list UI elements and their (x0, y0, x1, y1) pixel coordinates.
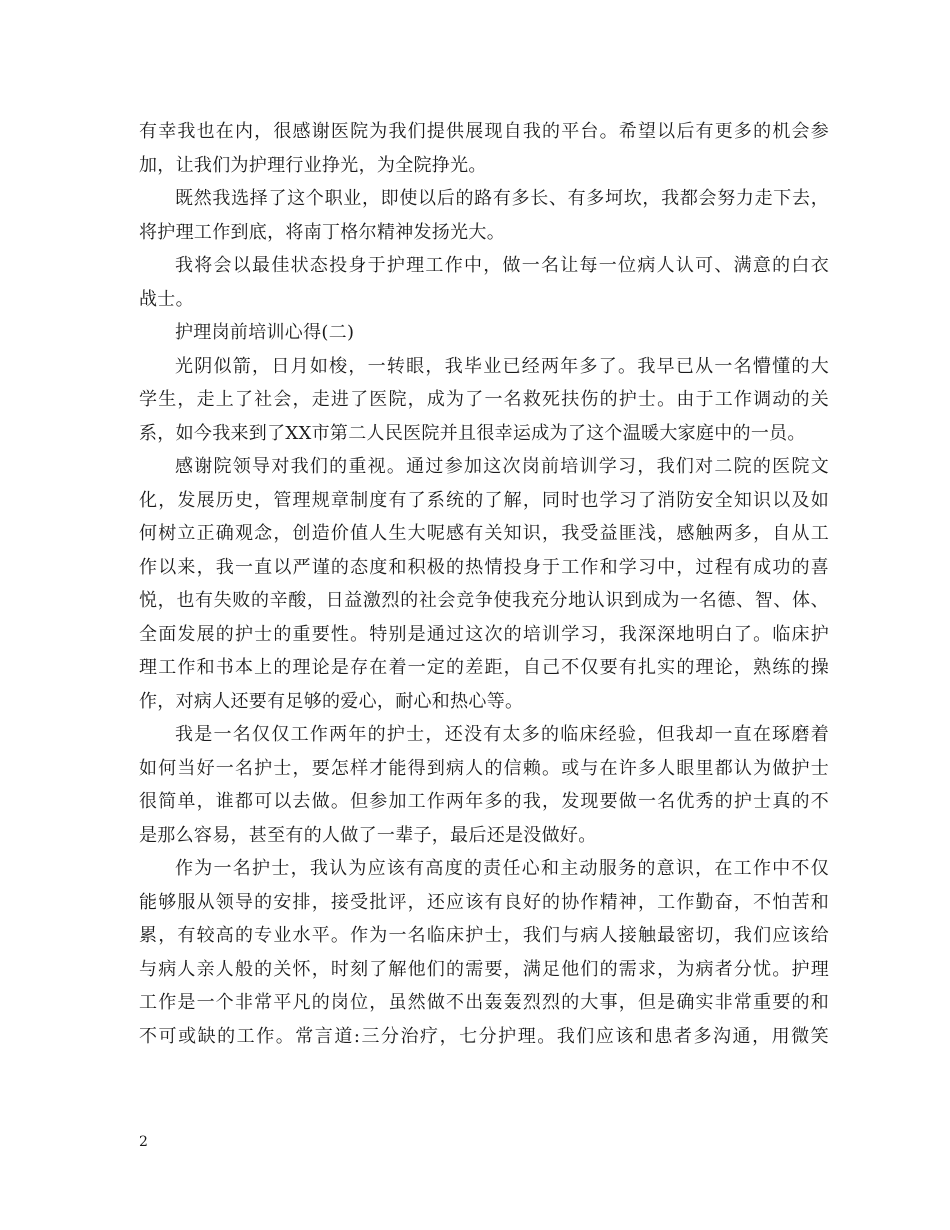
text-line: 我是一名仅仅工作两年的护士，还没有太多的临床经验，但我却一直在琢磨着 (175, 724, 829, 745)
text-line: 很简单，谁都可以去做。但参加工作两年多的我，发现要做一名优秀的护士真的不 (139, 791, 829, 812)
text-line: 光阴似箭，日月如梭，一转眼，我毕业已经两年多了。我早已从一名懵懂的大 (175, 355, 829, 377)
text-line: 何树立正确观念，创造价值人生大呢感有关知识，我受益匪浅，感触两多，自从工 (139, 523, 829, 544)
text-line: 战士。 (139, 288, 194, 310)
text-line: 作为一名护士，我认为应该有高度的责任心和主动服务的意识，在工作中不仅 (175, 858, 829, 879)
text-line: 是那么容易，甚至有的人做了一辈子，最后还是没做好。 (139, 824, 597, 846)
text-line: 加，让我们为护理行业挣光，为全院挣光。 (139, 154, 487, 176)
page-number: 2 (139, 1134, 148, 1150)
text-line: 化，发展历史，管理规章制度有了系统的了解，同时也学习了消防安全知识以及如 (139, 489, 829, 511)
text-line: 工作是一个非常平凡的岗位，虽然做不出轰轰烈烈的大事，但是确实非常重要的和 (139, 992, 829, 1013)
text-line: 理工作和书本上的理论是存在着一定的差距，自己不仅要有扎实的理论，熟练的操 (139, 657, 829, 678)
text-line: 能够服从领导的安排，接受批评，还应该有良好的协作精神，工作勤奋，不怕苦和 (139, 891, 829, 913)
text-line: 全面发展的护士的重要性。特别是通过这次的培训学习，我深深地明白了。临床护 (139, 623, 829, 645)
text-line: 系，如今我来到了XX市第二人民医院并且很幸运成为了这个温暖大家庭中的一员。 (139, 422, 806, 444)
text-line: 如何当好一名护士，要怎样才能得到病人的信赖。或与在许多人眼里都认为做护士 (139, 757, 829, 779)
text-line: 护理岗前培训心得(二) (175, 322, 355, 343)
text-line: 学生，走上了社会，走进了医院，成为了一名救死扶伤的护士。由于工作调动的关 (139, 389, 829, 410)
text-line: 与病人亲人般的关怀，时刻了解他们的需要，满足他们的需求，为病者分忧。护理 (139, 958, 829, 980)
text-line: 我将会以最佳状态投身于护理工作中，做一名让每一位病人认可、满意的白衣 (175, 255, 829, 276)
text-line: 不可或缺的工作。常言道:三分治疗，七分护理。我们应该和患者多沟通，用微笑 (139, 1025, 829, 1047)
text-line: 将护理工作到底，将南丁格尔精神发扬光大。 (139, 221, 505, 243)
text-line: 有幸我也在内，很感谢医院为我们提供展现自我的平台。希望以后有更多的机会参 (139, 121, 829, 142)
document-body (139, 115, 829, 1053)
text-line: 感谢院领导对我们的重视。通过参加这次岗前培训学习，我们对二院的医院文 (175, 456, 829, 477)
text-line: 悦，也有失败的辛酸，日益激烈的社会竞争使我充分地认识到成为一名德、智、体、 (139, 590, 829, 611)
text-line: 作以来，我一直以严谨的态度和积极的热情投身于工作和学习中，过程有成功的喜 (139, 556, 829, 578)
text-line: 累，有较高的专业水平。作为一名临床护士，我们与病人接触最密切，我们应该给 (139, 925, 829, 946)
text-line: 既然我选择了这个职业，即使以后的路有多长、有多坷坎，我都会努力走下去， (175, 188, 829, 209)
text-line: 作，对病人还要有足够的爱心，耐心和热心等。 (139, 690, 524, 712)
